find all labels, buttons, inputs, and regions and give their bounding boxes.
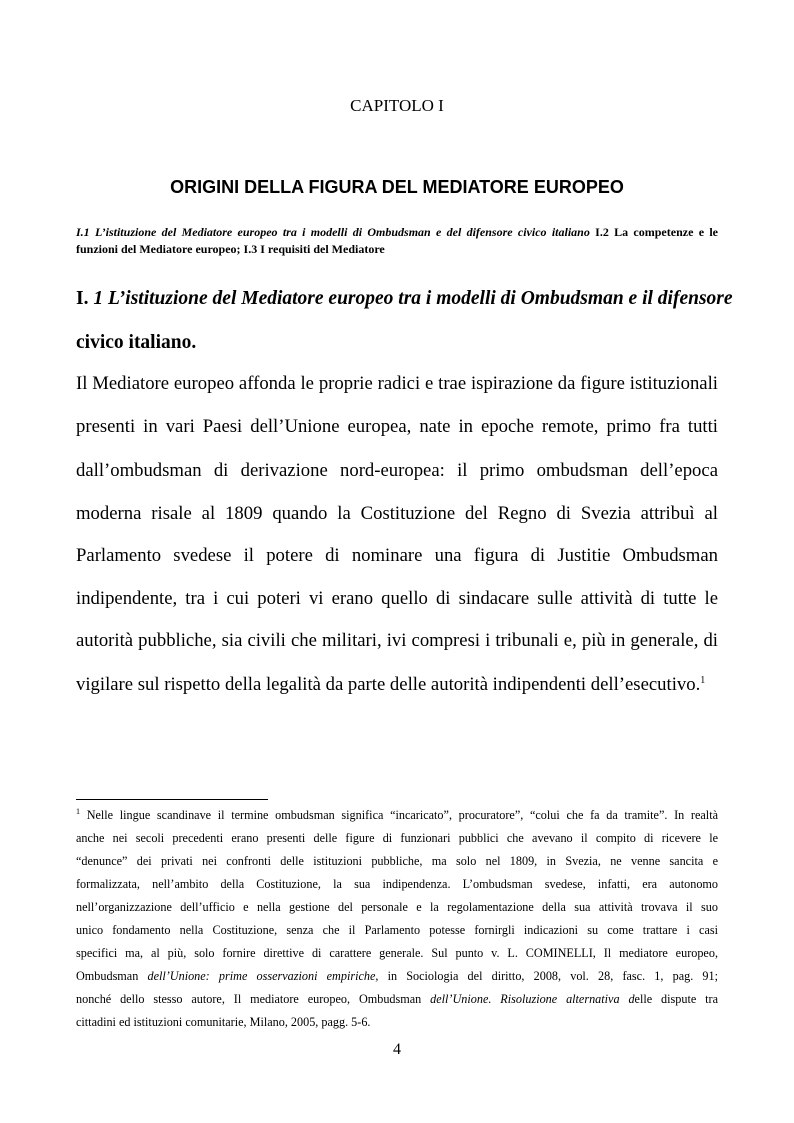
section-heading-line2: civico italiano.	[76, 332, 197, 353]
body-line: presenti in vari Paesi dell’Unione europea, nate in epoche remote, primo fra tutti	[76, 416, 718, 437]
footnote-reference[interactable]: 1	[700, 675, 706, 686]
body-line: moderna risale al 1809 quando la Costituzione del Regno di Svezia attribuì al	[76, 503, 718, 524]
section-heading-title: 1 L’istituzione del Mediatore europeo tra i modelli di Ombudsman e il difensore	[88, 288, 733, 309]
footnote-line: formalizzata, nell’ambito della Costituzione, la sua indipendenza. L’ombudsman svedese, infatti, era autonomo	[76, 877, 718, 891]
footnote-line: “denunce” dei privati nei confronti delle istituzioni pubbliche, ma solo nel 1809, in Svezia, ne venne sancita e	[76, 854, 718, 868]
summary-item-1: I.1 L’istituzione del Mediatore europeo tra i modelli di Ombudsman e del difensore civico italiano	[76, 225, 590, 239]
footnote-line: unico fondamento nella Costituzione, senza che il Parlamento potesse fornirgli indicazioni su come trattare i casi	[76, 923, 718, 937]
body-line: dall’ombudsman di derivazione nord-europea: il primo ombudsman dell’epoca	[76, 460, 718, 481]
footnote-line: cittadini ed istituzioni comunitarie, Milano, 2005, pagg. 5-6.	[76, 1015, 371, 1029]
chapter-label: CAPITOLO I	[350, 96, 444, 115]
footnote-line: nell’organizzazione dell’ufficio e nella gestione del personale e la regolamentazione della sua attività trovava il suo	[76, 900, 718, 914]
chapter-summary	[76, 224, 718, 258]
summary-items-2-3: I.2 La competenze e le funzioni del Mediatore europeo; I.3 I requisiti del Mediatore	[76, 225, 718, 256]
footnote-line: anche nei secoli precedenti erano presenti delle figure di funzionari pubblici che avevano il compito di ricevere le	[76, 831, 718, 845]
footnote-marker: 1	[76, 807, 80, 816]
body-line: Il Mediatore europeo affonda le proprie radici e trae ispirazione da figure istituzionali	[76, 373, 718, 394]
body-line: Parlamento svedese il potere di nominare una figura di Justitie Ombudsman	[76, 545, 718, 566]
footnote-cited-title: dell’Unione: prime osservazioni empiriche,	[147, 969, 379, 983]
section-heading	[76, 288, 733, 310]
body-line-text: vigilare sul rispetto della legalità da parte delle autorità indipendenti dell’esecutivo.	[76, 674, 701, 695]
footnote-line: Ombudsman dell’Unione: prime osservazioni empiriche, in Sociologia del diritto, 2008, vol. 28, fasc. 1, pag. 91;	[76, 969, 718, 983]
body-line: indipendente, tra i cui poteri vi erano quello di sindacare sulle attività di tutte le	[76, 588, 718, 609]
footnote-separator	[76, 799, 268, 800]
section-heading-prefix: I.	[76, 288, 89, 309]
chapter-title: ORIGINI DELLA FIGURA DEL MEDIATORE EUROPEO	[170, 177, 624, 197]
footnote-cited-title: dell’Unione. Risoluzione alternativa d	[430, 992, 635, 1006]
page-number: 4	[393, 1041, 401, 1058]
body-line: autorità pubbliche, sia civili che militari, ivi compresi i tribunali e, più in generale, di	[76, 630, 718, 651]
body-line	[76, 674, 718, 696]
footnote-line: $^1$ Nelle lingue scandinave il termine ombudsman significa “incaricato”, procuratore”, “colui che fa da tramite”. In realtà	[76, 807, 718, 822]
footnote-line: nonché dello stesso autore, Il mediatore europeo, Ombudsman dell’Unione. Risoluzione alternativa delle dispute tra	[76, 992, 718, 1006]
footnote-line: specifici ma, al più, solo fornire direttive di carattere generale. Sul punto v. L. COMINELLI, Il mediatore europeo,	[76, 946, 718, 960]
